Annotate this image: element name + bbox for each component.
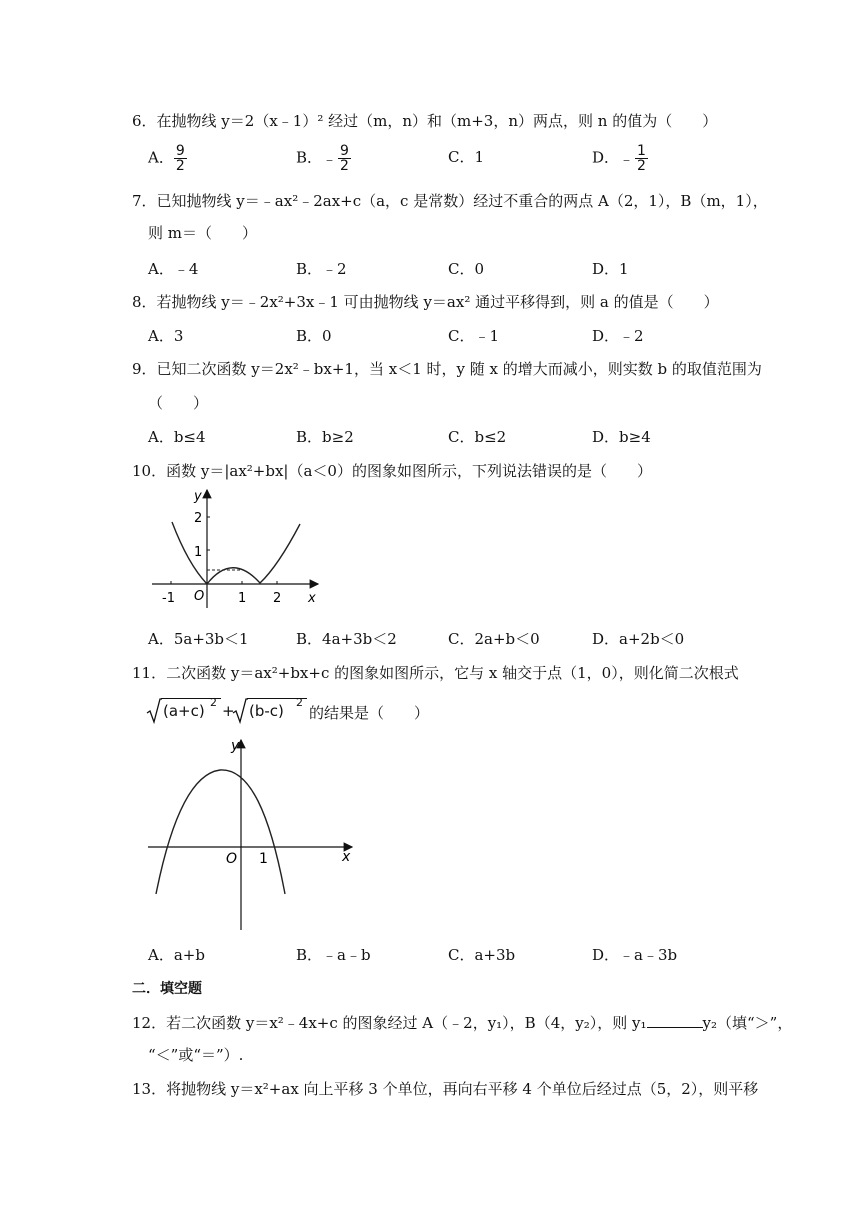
- q12-stem-part1: 12．若二次函数 y＝x²﹣4x+c 的图象经过 A（﹣2，y₁），B（4，y₂），则 y₁: [132, 1014, 647, 1032]
- q6-option-a[interactable]: [148, 144, 187, 173]
- fraction: [338, 144, 351, 173]
- q12-stem-line2: “＜”或“＝”）.: [148, 1046, 244, 1064]
- q7-option-b[interactable]: B．﹣2: [296, 260, 347, 278]
- q7-option-d[interactable]: D．1: [592, 260, 629, 278]
- q10-option-a[interactable]: A．5a+3b＜1: [148, 630, 249, 648]
- minus-sign: ﹣: [322, 149, 338, 168]
- q11-graph: [140, 734, 360, 934]
- q7-stem-line1: 7．已知抛物线 y＝﹣ax²﹣2ax+c（a，c 是常数）经过不重合的两点 A（2，1），B（m，1），: [132, 192, 768, 210]
- q10-option-c[interactable]: C．2a+b＜0: [448, 630, 540, 648]
- q11-option-c[interactable]: C．a+3b: [448, 946, 516, 964]
- numerator: 9: [175, 143, 185, 159]
- q11-stem-line2: 的结果是（ ）: [309, 704, 430, 722]
- option-label: A．: [148, 148, 174, 167]
- q8-option-d[interactable]: D．﹣2: [592, 327, 644, 345]
- plus-sign: +: [222, 702, 235, 720]
- fraction: [635, 144, 648, 173]
- q9-option-a[interactable]: A．b≤4: [148, 428, 206, 446]
- q11-option-b[interactable]: B．﹣a﹣b: [296, 946, 371, 964]
- q9-option-c[interactable]: C．b≤2: [448, 428, 507, 446]
- parabola: [156, 770, 285, 894]
- q8-option-c[interactable]: C．﹣1: [448, 327, 500, 345]
- q13-stem: 13．将抛物线 y＝x²+ax 向上平移 3 个单位，再向右平移 4 个单位后经过点（5，2），则平移: [132, 1080, 759, 1098]
- option-label: B．: [296, 148, 323, 167]
- q10-options: [148, 626, 748, 652]
- x-tick-label-1: 1: [259, 851, 268, 867]
- radical-sign: [232, 698, 248, 724]
- q12-answer-blank[interactable]: [647, 1013, 703, 1028]
- q6-option-c[interactable]: C．1: [448, 148, 485, 166]
- q12-stem-part2: y₂（填“＞”，: [702, 1014, 793, 1032]
- q6-option-d[interactable]: [592, 144, 648, 173]
- q9-option-b[interactable]: B．b≥2: [296, 428, 354, 446]
- origin-label: O: [194, 589, 205, 604]
- denominator: 2: [340, 158, 349, 174]
- q8-option-b[interactable]: B．0: [296, 327, 332, 345]
- q7-options: [148, 256, 748, 282]
- q11-stem-line1: 11．二次函数 y＝ax²+bx+c 的图象如图所示，它与 x 轴交于点（1，0），则化简二次根式: [132, 664, 739, 682]
- y-label: y: [194, 489, 202, 504]
- q6-option-b[interactable]: [296, 144, 351, 173]
- q9-stem-line2: （ ）: [148, 394, 209, 412]
- q6-options: [148, 143, 748, 174]
- q8-options: [148, 323, 748, 349]
- fraction: [174, 144, 187, 173]
- y-tick-label-1: 1: [194, 545, 203, 560]
- q11-options: [148, 942, 748, 968]
- origin-label: O: [226, 851, 238, 867]
- section-heading-fill-in: 二．填空题: [132, 981, 202, 997]
- radicand-1: (a+c): [163, 702, 205, 720]
- q7-option-c[interactable]: C．0: [448, 260, 485, 278]
- radicand-2: (b-c): [249, 702, 284, 720]
- q11-option-d[interactable]: D．﹣a﹣3b: [592, 946, 678, 964]
- radical-sign: [146, 698, 162, 724]
- q6-stem: 6．在抛物线 y＝2（x﹣1）² 经过（m，n）和（m+3，n）两点，则 n 的值为（ ）: [132, 112, 718, 130]
- exponent-1: 2: [210, 696, 217, 709]
- q12-stem-line1: [132, 1012, 792, 1034]
- q8-option-a[interactable]: A．3: [148, 327, 184, 345]
- minus-sign: ﹣: [619, 149, 635, 168]
- x-label: x: [342, 849, 351, 865]
- numerator: 1: [637, 143, 646, 159]
- q10-option-d[interactable]: D．a+2b＜0: [592, 630, 685, 648]
- y-tick-label-2: 2: [194, 511, 203, 526]
- q9-options: [148, 424, 748, 450]
- q9-option-d[interactable]: D．b≥4: [592, 428, 651, 446]
- q11-option-a[interactable]: A．a+b: [148, 946, 205, 964]
- q11-radical-expression: [146, 696, 466, 726]
- q8-stem: 8．若抛物线 y＝﹣2x²+3x﹣1 可由抛物线 y＝ax² 通过平移得到，则 a 的值是（ ）: [132, 293, 719, 311]
- curve: [172, 522, 300, 584]
- denominator: 2: [637, 158, 646, 174]
- denominator: 2: [175, 158, 185, 174]
- x-label: x: [308, 591, 316, 606]
- exponent-2: 2: [296, 696, 303, 709]
- x-tick-label-1: 1: [238, 591, 247, 606]
- x-tick-label-neg1: -1: [162, 591, 175, 606]
- q7-option-a[interactable]: A．﹣4: [148, 260, 199, 278]
- y-label: y: [231, 738, 240, 754]
- x-tick-label-2: 2: [273, 591, 282, 606]
- q10-option-b[interactable]: B．4a+3b＜2: [296, 630, 397, 648]
- q10-stem: 10．函数 y＝|ax²+bx|（a＜0）的图象如图所示，下列说法错误的是（ ）: [132, 462, 652, 480]
- q10-graph: [148, 484, 338, 612]
- numerator: 9: [340, 143, 349, 159]
- q9-stem-line1: 9．已知二次函数 y＝2x²﹣bx+1，当 x＜1 时，y 随 x 的增大而减小，则实数 b 的取值范围为: [132, 360, 762, 378]
- option-label: D．: [592, 148, 620, 167]
- q7-stem-line2: 则 m＝（ ）: [148, 224, 257, 242]
